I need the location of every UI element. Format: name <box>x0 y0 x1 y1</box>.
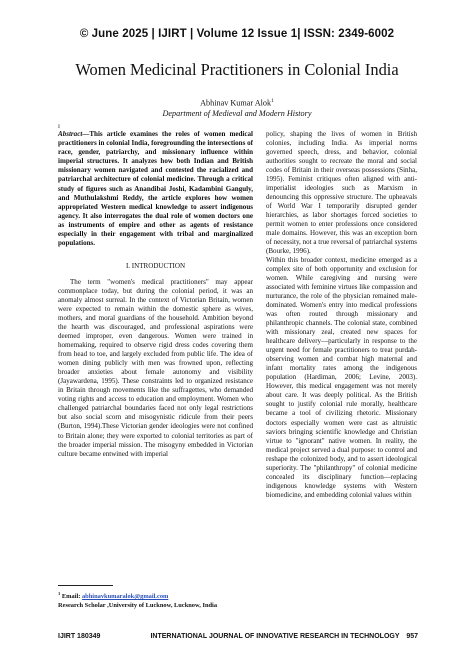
right-column <box>266 130 417 500</box>
footnote-rule <box>58 585 113 586</box>
abstract <box>58 130 253 248</box>
footer-journal-name: INTERNATIONAL JOURNAL OF INNOVATIVE RESEARCH IN TECHNOLOGY <box>150 633 400 640</box>
body-paragraph-2: Within this broader context, medicine emerged as a complex site of both opportunity and exclusion for women. While caregiving and nursing were associated with feminine virtues like compassion and nurturance, the role of the physician remained male-dominated. Women's entry into medical professions was often routed through missionary and philanthropic channels. The colonial state, combined with missionary zeal, created new spaces for healthcare delivery—particularly in response to the urgent need for female practitioners to treat purdah-observing women and combat high maternal and infant mortality rates among the indigenous population (Hardiman, 2006; Levine, 2003). However, this medical engagement was not merely about care. It was deeply political. As the British sought to justify colonial rule morally, healthcare became a tool of civilizing rhetoric. Missionary doctors especially women were cast as altruistic saviors bringing scientific knowledge and Christian virtue to "ignorant" native women. In reality, the medical project served a dual purpose: to control and reshape the colonized body, and to assert ideological superiority. The "philanthropy" of colonial medicine concealed its disciplinary function—replacing indigenous knowledge systems with Western biomedicine, and embedding colonial values within <box>266 256 417 499</box>
left-column <box>58 130 253 459</box>
footnote <box>58 590 217 610</box>
journal-header: © June 2025 | IJIRT | Volume 12 Issue 1| ISSN: 2349-6002 <box>79 28 395 40</box>
email-link[interactable]: abhinavkumaralok@gmail.com <box>81 593 169 601</box>
author-department: Department of Medieval and Modern History <box>162 109 312 118</box>
footnote-marker: 1 <box>58 591 61 596</box>
footnote-email-line <box>58 590 217 602</box>
abstract-label: Abstract <box>58 130 83 138</box>
footnote-affiliation: Research Scholar ,University of Lucknow, Lucknow, India <box>58 601 218 609</box>
author-footnote-marker: 1 <box>271 98 274 104</box>
author-name: Abhinav Kumar Alok <box>200 98 272 108</box>
abstract-text: —This article examines the roles of women medical practitioners in colonial India, foregrounding the intersections of race, gender, patriarchy, and missionary influence within imperial structures. It analyzes how both Indian and British missionary women navigated and contested the racialized and patriarchal architecture of colonial medicine. Through a critical study of figures such as Anandibai Joshi, Kadambini Ganguly, and Muthulakshmi Reddy, the article explores how women appropriated Western medical knowledge to assert indigenous agency. It also interrogates the dual role of women doctors one as instruments of empire and other as agents of resistance especially in their engagement with tribal and marginalized populations. <box>58 130 253 248</box>
footer-article-id: IJIRT 180349 <box>58 633 101 640</box>
body-paragraph-1: policy, shaping the lives of women in British colonies, including India. As imperial norms governed speech, dress, and behavior, colonial authorities sought to recreate the moral and social codes of Britain in their overseas possessions (Sinha, 1995). Feminist critiques often aligned with anti-imperialist ideologies such as Marxism in denouncing this oppressive structure. The upheavals of World War I temporarily disrupted gender hierarchies, as labor shortages forced societies to permit women to enter professions once considered male domains. However, this was an exception born of necessity, not a true reversal of patriarchal systems (Bourke, 1996). <box>266 130 417 256</box>
page-number: 957 <box>406 633 418 640</box>
stray-mark: ɪ <box>58 122 60 130</box>
paper-title: Women Medicinal Practitioners in Colonial India <box>75 60 399 79</box>
author-line <box>0 98 474 108</box>
intro-paragraph: The term "women's medical practitioners" may appear commonplace today, but during the colonial period, it was an anomaly almost surreal. In the context of Victorian Britain, women were expected to remain within the domestic sphere as wives, mothers, and moral guardians of the household. Ambition beyond the hearth was discouraged, and professional aspirations were deemed improper, even dangerous. Women were trained in homemaking, required to observe rigid dress codes covering them from head to toe, and largely excluded from public life. The idea of women dining publicly with men was frowned upon, reflecting broader anxieties about female autonomy and visibility (Jayawardena, 1995). These constraints led to organized resistance in Britain through movements like the suffragettes, who demanded voting rights and access to education and employment. Women who challenged patriarchal boundaries faced not only legal restrictions but also social scorn and misogynistic ridicule from their peers (Burton, 1994).These Victorian gender ideologies were not confined to Britain alone; they were exported to colonial territories as part of the broader imperial mission. The misogyny embedded in Victorian culture became entwined with imperial <box>58 278 253 458</box>
section-heading: I. INTRODUCTION <box>125 262 186 271</box>
email-label: Email: <box>61 593 81 601</box>
